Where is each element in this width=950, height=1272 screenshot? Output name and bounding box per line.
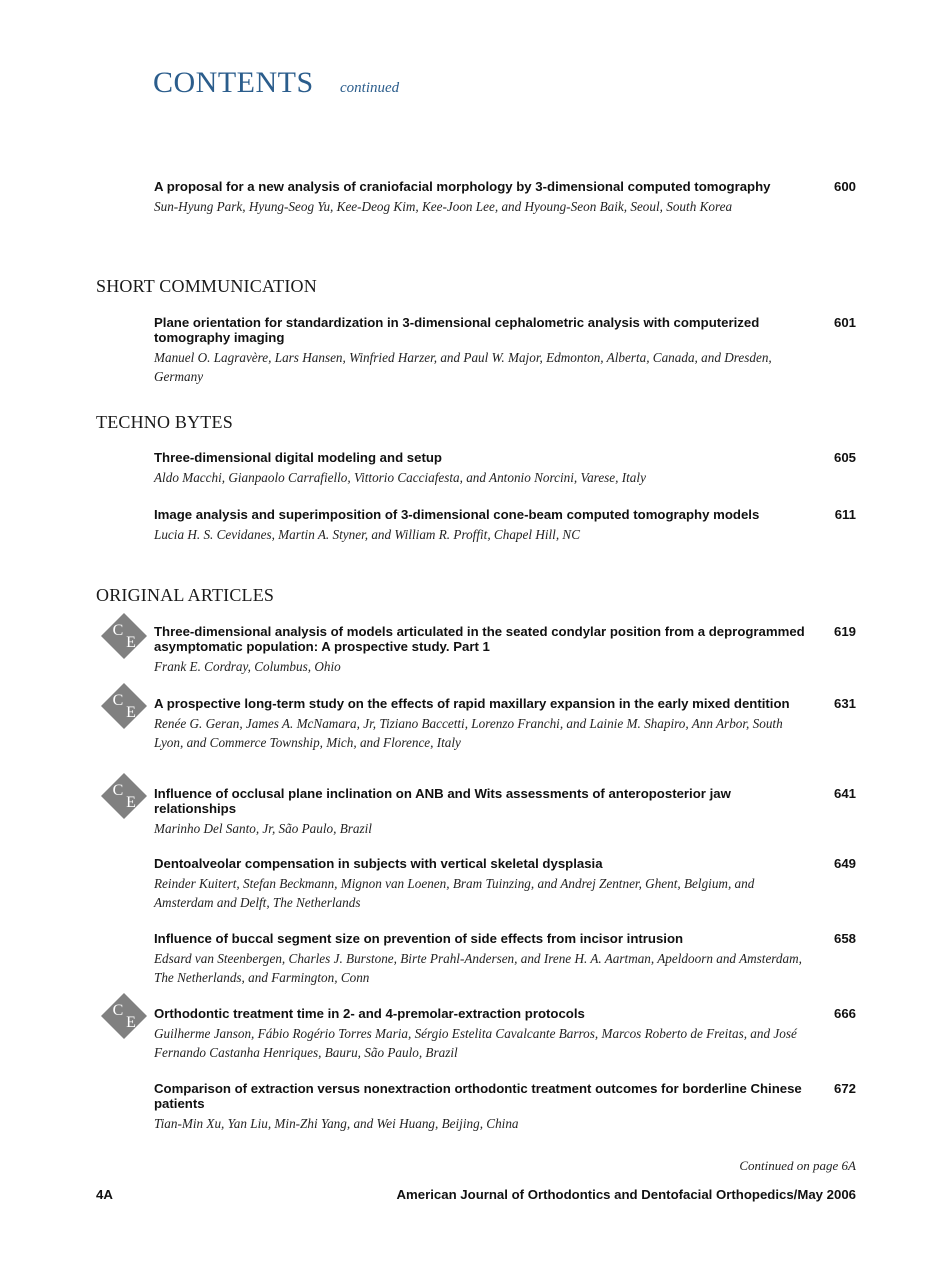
ce-credit-icon <box>101 683 147 729</box>
article-title: Influence of buccal segment size on prevention of side effects from incisor intrusion <box>154 931 684 946</box>
article-page: 605 <box>833 450 856 465</box>
article-title: Dentoalveolar compensation in subjects with vertical skeletal dysplasia <box>154 856 603 871</box>
article-page: 601 <box>833 315 856 330</box>
article-page: 611 <box>834 507 856 522</box>
article-authors: Lucia H. S. Cevidanes, Martin A. Styner, and William R. Proffit, Chapel Hill, NC <box>154 527 581 542</box>
article-page: 641 <box>833 786 856 801</box>
toc-entry[interactable] <box>154 856 856 912</box>
section-heading-techno-bytes: TECHNO BYTES <box>96 412 233 432</box>
article-authors: Reinder Kuitert, Stefan Beckmann, Mignon van Loenen, Bram Tuinzing, and Andrej Zentner, Ghent, Belgium, and Amsterdam and Delft, The Netherlands <box>154 876 755 910</box>
article-page: 658 <box>833 931 856 946</box>
svg-text:E: E <box>126 704 136 721</box>
article-title: A prospective long-term study on the effects of rapid maxillary expansion in the early mixed dentition <box>154 696 790 711</box>
article-page: 672 <box>833 1081 856 1096</box>
article-title: Comparison of extraction versus nonextraction orthodontic treatment outcomes for borderline Chinese patients <box>154 1081 802 1111</box>
svg-text:C: C <box>112 692 124 709</box>
article-authors: Manuel O. Lagravère, Lars Hansen, Winfried Harzer, and Paul W. Major, Edmonton, Alberta, Canada, and Dresden, Germany <box>154 350 772 384</box>
article-authors: Marinho Del Santo, Jr, São Paulo, Brazil <box>154 821 372 836</box>
article-authors: Frank E. Cordray, Columbus, Ohio <box>154 659 341 674</box>
journal-name: American Journal of Orthodontics and Dentofacial Orthopedics/May 2006 <box>396 1187 856 1202</box>
article-authors: Renée G. Geran, James A. McNamara, Jr, Tiziano Baccetti, Lorenzo Franchi, and Lainie M. Shapiro, Ann Arbor, South Lyon, and Commerce Township, Mich, and Florence, Italy <box>154 716 783 750</box>
page-title: CONTENTS <box>153 66 314 99</box>
article-title: Three-dimensional analysis of models articulated in the seated condylar position from a deprogrammed asymptomatic population: A prospective study. Part 1 <box>154 624 805 654</box>
article-authors: Guilherme Janson, Fábio Rogério Torres Maria, Sérgio Estelita Cavalcante Barros, Marcos Roberto de Freitas, and José Fernando Castanha Henriques, Bauru, São Paulo, Brazil <box>154 1026 797 1060</box>
toc-entry[interactable] <box>154 696 856 752</box>
continued-note: Continued on page 6A <box>739 1158 856 1173</box>
page-number: 4A <box>96 1187 113 1202</box>
toc-entry[interactable] <box>154 1006 856 1062</box>
page-subtitle: continued <box>340 80 400 96</box>
toc-entry[interactable] <box>154 931 856 987</box>
article-authors: Aldo Macchi, Gianpaolo Carrafiello, Vittorio Cacciafesta, and Antonio Norcini, Varese, Italy <box>154 470 646 485</box>
svg-text:E: E <box>126 1014 136 1031</box>
toc-entry[interactable] <box>154 786 856 838</box>
article-title: Plane orientation for standardization in 3-dimensional cephalometric analysis with computerized tomography imaging <box>154 315 760 345</box>
article-authors: Edsard van Steenbergen, Charles J. Burstone, Birte Prahl-Andersen, and Irene H. A. Aartman, Apeldoorn and Amsterdam, The Netherlands, and Farmington, Conn <box>154 951 802 985</box>
article-page: 619 <box>833 624 856 639</box>
section-heading-short-communication: SHORT COMMUNICATION <box>96 276 317 296</box>
ce-credit-icon <box>101 993 147 1039</box>
toc-entry[interactable] <box>154 179 856 216</box>
article-page: 649 <box>833 856 856 871</box>
article-title: Image analysis and superimposition of 3-dimensional cone-beam computed tomography models <box>154 507 760 522</box>
ce-credit-icon <box>101 773 147 819</box>
ce-credit-icon <box>101 613 147 659</box>
article-authors: Tian-Min Xu, Yan Liu, Min-Zhi Yang, and Wei Huang, Beijing, China <box>154 1116 519 1131</box>
svg-text:C: C <box>112 1002 124 1019</box>
svg-text:E: E <box>126 634 136 651</box>
svg-text:E: E <box>126 794 136 811</box>
toc-entry[interactable] <box>154 507 856 544</box>
article-title: Three-dimensional digital modeling and setup <box>154 450 442 465</box>
toc-entry[interactable] <box>154 1081 856 1133</box>
toc-entry[interactable] <box>154 315 856 386</box>
article-title: Influence of occlusal plane inclination on ANB and Wits assessments of anteroposterior jaw relationships <box>154 786 731 816</box>
article-authors: Sun-Hyung Park, Hyung-Seog Yu, Kee-Deog Kim, Kee-Joon Lee, and Hyoung-Seon Baik, Seoul, South Korea <box>154 199 733 214</box>
toc-entry[interactable] <box>154 450 856 487</box>
article-page: 631 <box>833 696 856 711</box>
article-title: A proposal for a new analysis of craniofacial morphology by 3-dimensional computed tomography <box>154 179 771 194</box>
section-heading-original-articles: ORIGINAL ARTICLES <box>96 585 275 605</box>
article-title: Orthodontic treatment time in 2- and 4-premolar-extraction protocols <box>154 1006 585 1021</box>
svg-text:C: C <box>112 782 124 799</box>
article-page: 600 <box>833 179 856 194</box>
toc-entry[interactable] <box>154 624 856 676</box>
article-page: 666 <box>833 1006 856 1021</box>
svg-text:C: C <box>112 622 124 639</box>
